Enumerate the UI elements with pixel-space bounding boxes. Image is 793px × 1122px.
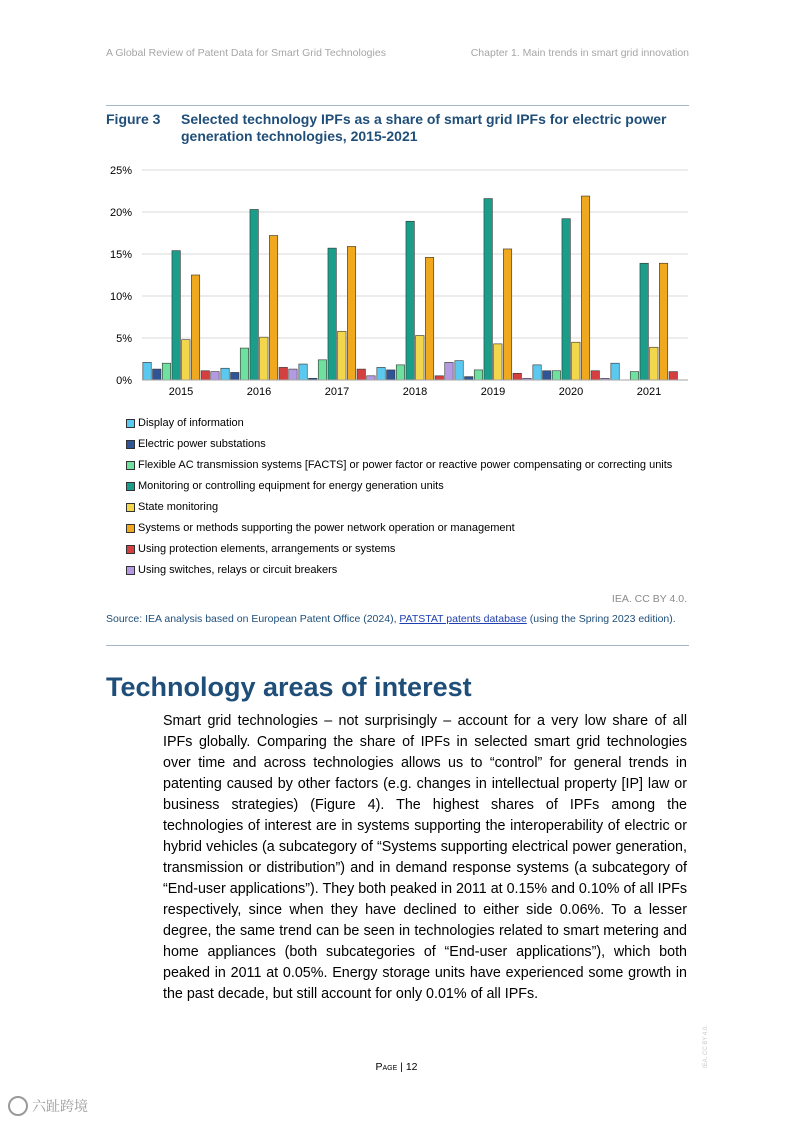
x-tick-label: 2021: [636, 386, 662, 398]
bar: [562, 219, 570, 380]
x-tick-label: 2016: [246, 386, 272, 398]
header-document-title: A Global Review of Patent Data for Smart Grid Technologies: [106, 47, 386, 59]
bar: [572, 342, 580, 380]
y-tick-label: 5%: [116, 333, 132, 345]
bar: [552, 371, 560, 380]
x-tick-label: 2017: [324, 386, 350, 398]
legend-swatch: [126, 503, 135, 512]
legend-label: Monitoring or controlling equipment for energy generation units: [138, 480, 444, 492]
legend-item: [126, 521, 672, 542]
legend-item: [126, 416, 672, 437]
bar: [640, 263, 648, 380]
y-tick-label: 20%: [109, 207, 132, 219]
source-prefix: Source: IEA analysis based on European Patent Office (2024),: [106, 613, 400, 625]
section-heading: Technology areas of interest: [106, 672, 472, 702]
watermark-logo-icon: [8, 1096, 28, 1116]
legend-item: [126, 458, 672, 479]
bar: [289, 369, 297, 380]
bar: [630, 372, 638, 380]
legend-label: State monitoring: [138, 501, 219, 513]
bar: [260, 337, 268, 380]
legend-label: Systems or methods supporting the power network operation or management: [138, 522, 515, 534]
bar: [406, 221, 414, 380]
x-tick-label: 2015: [168, 386, 194, 398]
patstat-link[interactable]: PATSTAT patents database: [399, 613, 527, 625]
bar-chart: [100, 160, 690, 400]
bar: [425, 257, 433, 380]
bar: [201, 371, 209, 380]
bar: [484, 199, 492, 380]
bar: [182, 340, 190, 380]
legend-label: Using switches, relays or circuit breakers: [138, 564, 338, 576]
bar: [153, 369, 161, 380]
figure-title: Selected technology IPFs as a share of smart grid IPFs for electric power generation technologies, 2015-2021: [181, 111, 667, 144]
bar: [221, 368, 229, 380]
legend-swatch: [126, 524, 135, 533]
figure-label: Figure 3: [106, 111, 161, 127]
bar: [494, 344, 502, 380]
bar: [669, 372, 677, 380]
watermark-text: 六趾跨境: [32, 1098, 88, 1114]
bar: [279, 367, 287, 380]
header-chapter-title: Chapter 1. Main trends in smart grid innovation: [470, 47, 689, 59]
bar: [318, 360, 326, 380]
bar: [269, 236, 277, 380]
legend-label: Display of information: [138, 417, 244, 429]
chart-credit: IEA. CC BY 4.0.: [611, 593, 687, 605]
bar: [396, 365, 404, 380]
page-number: 12: [405, 1061, 418, 1073]
y-tick-label: 25%: [109, 165, 132, 177]
page-word: Page: [375, 1061, 398, 1073]
bar: [465, 377, 473, 380]
bar: [211, 372, 219, 380]
bar: [435, 376, 443, 380]
bar: [611, 363, 619, 380]
bar: [143, 362, 151, 380]
figure-top-rule: [106, 105, 689, 106]
page-footer: Page | 12: [375, 1061, 418, 1073]
figure-bottom-rule: [106, 645, 689, 646]
y-tick-label: 15%: [109, 249, 132, 261]
watermark: [8, 1096, 88, 1116]
bar: [172, 251, 180, 380]
legend-swatch: [126, 440, 135, 449]
side-license-note: IEA. CC BY 4.0.: [703, 1025, 709, 1068]
bar: [513, 373, 521, 380]
legend-swatch: [126, 545, 135, 554]
legend-swatch: [126, 482, 135, 491]
source-suffix: (using the Spring 2023 edition).: [526, 613, 676, 625]
legend-item: [126, 479, 672, 500]
bar: [299, 364, 307, 380]
bar: [377, 367, 385, 380]
bar: [474, 370, 482, 380]
bar: [328, 248, 336, 380]
bar: [503, 249, 511, 380]
legend-label: Using protection elements, arrangements or systems: [138, 543, 396, 555]
bar: [240, 348, 248, 380]
bar: [543, 371, 551, 380]
legend-swatch: [126, 419, 135, 428]
legend-item: [126, 563, 672, 584]
bar: [581, 196, 589, 380]
bar: [650, 347, 658, 380]
legend-item: [126, 500, 672, 521]
legend-swatch: [126, 566, 135, 575]
y-tick-label: 10%: [109, 291, 132, 303]
bar: [162, 363, 170, 380]
bar: [250, 209, 258, 380]
legend-swatch: [126, 461, 135, 470]
bar: [659, 263, 667, 380]
x-tick-label: 2018: [402, 386, 428, 398]
bar: [357, 369, 365, 380]
legend-label: Electric power substations: [138, 438, 266, 450]
bar: [591, 371, 599, 380]
bar: [416, 335, 424, 380]
bar: [367, 376, 375, 380]
legend-item: [126, 542, 672, 563]
bar: [347, 246, 355, 380]
bar: [191, 275, 199, 380]
y-tick-label: 0%: [116, 375, 132, 387]
x-tick-label: 2020: [558, 386, 584, 398]
bar: [387, 370, 395, 380]
legend-item: [126, 437, 672, 458]
chart-legend: [126, 416, 672, 584]
legend-label: Flexible AC transmission systems [FACTS] or power factor or reactive power compensating or correcting units: [138, 459, 673, 471]
source-note: [106, 613, 689, 626]
bar: [338, 331, 346, 380]
bar: [445, 362, 453, 380]
section-body: Smart grid technologies – not surprisingly – account for a very low share of all IPFs globally. Comparing the share of IPFs in selected smart grid technologies over time and across technologies allows us to “control” for general trends in patenting caused by other factors (e.g. changes in intellectual property [IP] law or business strategies) (Figure 4). The highest shares of IPFs among the technologies of interest are in systems supporting the interoperability of electric or hybrid vehicles (a subcategory of “Systems supporting electrical power generation, transmission or distribution”) and in demand response systems (a subcategory of “End-user applications”). They both peaked in 2011 at 0.15% and 0.10% of all IPFs respectively, since when they have declined to either side 0.06%. To a lesser degree, the same trend can be seen in technologies related to smart metering and home appliances (both subcategories of “End-user applications”), which both peaked in 2011 at 0.05%. Energy storage units have experienced some growth in the past decade, but still account for only 0.01% of all IPFs.: [163, 713, 688, 1002]
x-tick-label: 2019: [480, 386, 506, 398]
bar: [231, 372, 239, 380]
bar: [533, 365, 541, 380]
bar: [455, 361, 463, 380]
